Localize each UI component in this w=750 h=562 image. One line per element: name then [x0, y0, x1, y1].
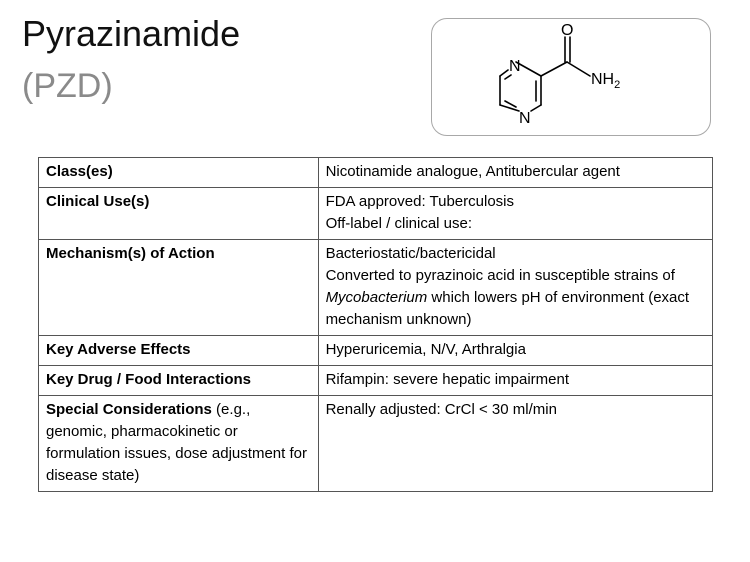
nitrogen-atom: N: [519, 110, 531, 127]
row-value: Nicotinamide analogue, Antitubercular agent: [318, 158, 712, 188]
ring-double-bond: [505, 101, 516, 107]
row-value: Renally adjusted: CrCl < 30 ml/min: [318, 396, 712, 492]
value-text: which lowers pH of environment (exact mechanism unknown): [325, 289, 690, 328]
table-row: [39, 240, 713, 336]
value-line: Off-label / clinical use:: [325, 215, 473, 232]
value-line: [326, 265, 705, 331]
amide-bond: [567, 62, 590, 76]
carbonyl-bond: [541, 62, 567, 76]
row-label: [39, 396, 319, 492]
drug-info-table: [38, 157, 713, 492]
row-label: Mechanism(s) of Action: [39, 240, 319, 336]
row-value: Hyperuricemia, N/V, Arthralgia: [318, 336, 712, 366]
pyrazinamide-structure-icon: [432, 19, 712, 137]
row-label: Key Drug / Food Interactions: [39, 366, 319, 396]
row-label: Class(es): [39, 158, 319, 188]
table-row: [39, 188, 713, 240]
row-label: Clinical Use(s): [39, 188, 319, 240]
table-row: [39, 396, 713, 492]
chemical-structure-box: [431, 18, 711, 136]
value-line: Bacteriostatic/bactericidal: [325, 245, 496, 262]
page-title: Pyrazinamide: [22, 13, 241, 54]
row-label: Key Adverse Effects: [39, 336, 319, 366]
page-subtitle: (PZD): [22, 67, 113, 105]
label-bold: Special Considerations: [46, 401, 212, 418]
amine-group: $NH_2$: [591, 71, 621, 91]
row-value: Rifampin: severe hepatic impairment: [318, 366, 712, 396]
row-value: [318, 240, 712, 336]
value-line: FDA approved: Tuberculosis: [325, 193, 514, 210]
row-value: [318, 188, 712, 240]
table-row: [39, 158, 713, 188]
ring-double-bond: [505, 75, 511, 79]
table-row: [39, 336, 713, 366]
value-text: Converted to pyrazinoic acid in susceptible strains of: [325, 267, 675, 284]
ring-bond: [500, 105, 519, 111]
ring-bond: [500, 70, 508, 76]
ring-bond: [531, 105, 541, 111]
oxygen-atom: O: [561, 22, 574, 39]
table-row: [39, 366, 713, 396]
organism-name: Mycobacterium: [325, 289, 428, 306]
nitrogen-atom: N: [509, 58, 521, 75]
label-rest: (e.g., genomic, pharmacokinetic or formulation issues, dose adjustment for disease state): [46, 401, 307, 484]
